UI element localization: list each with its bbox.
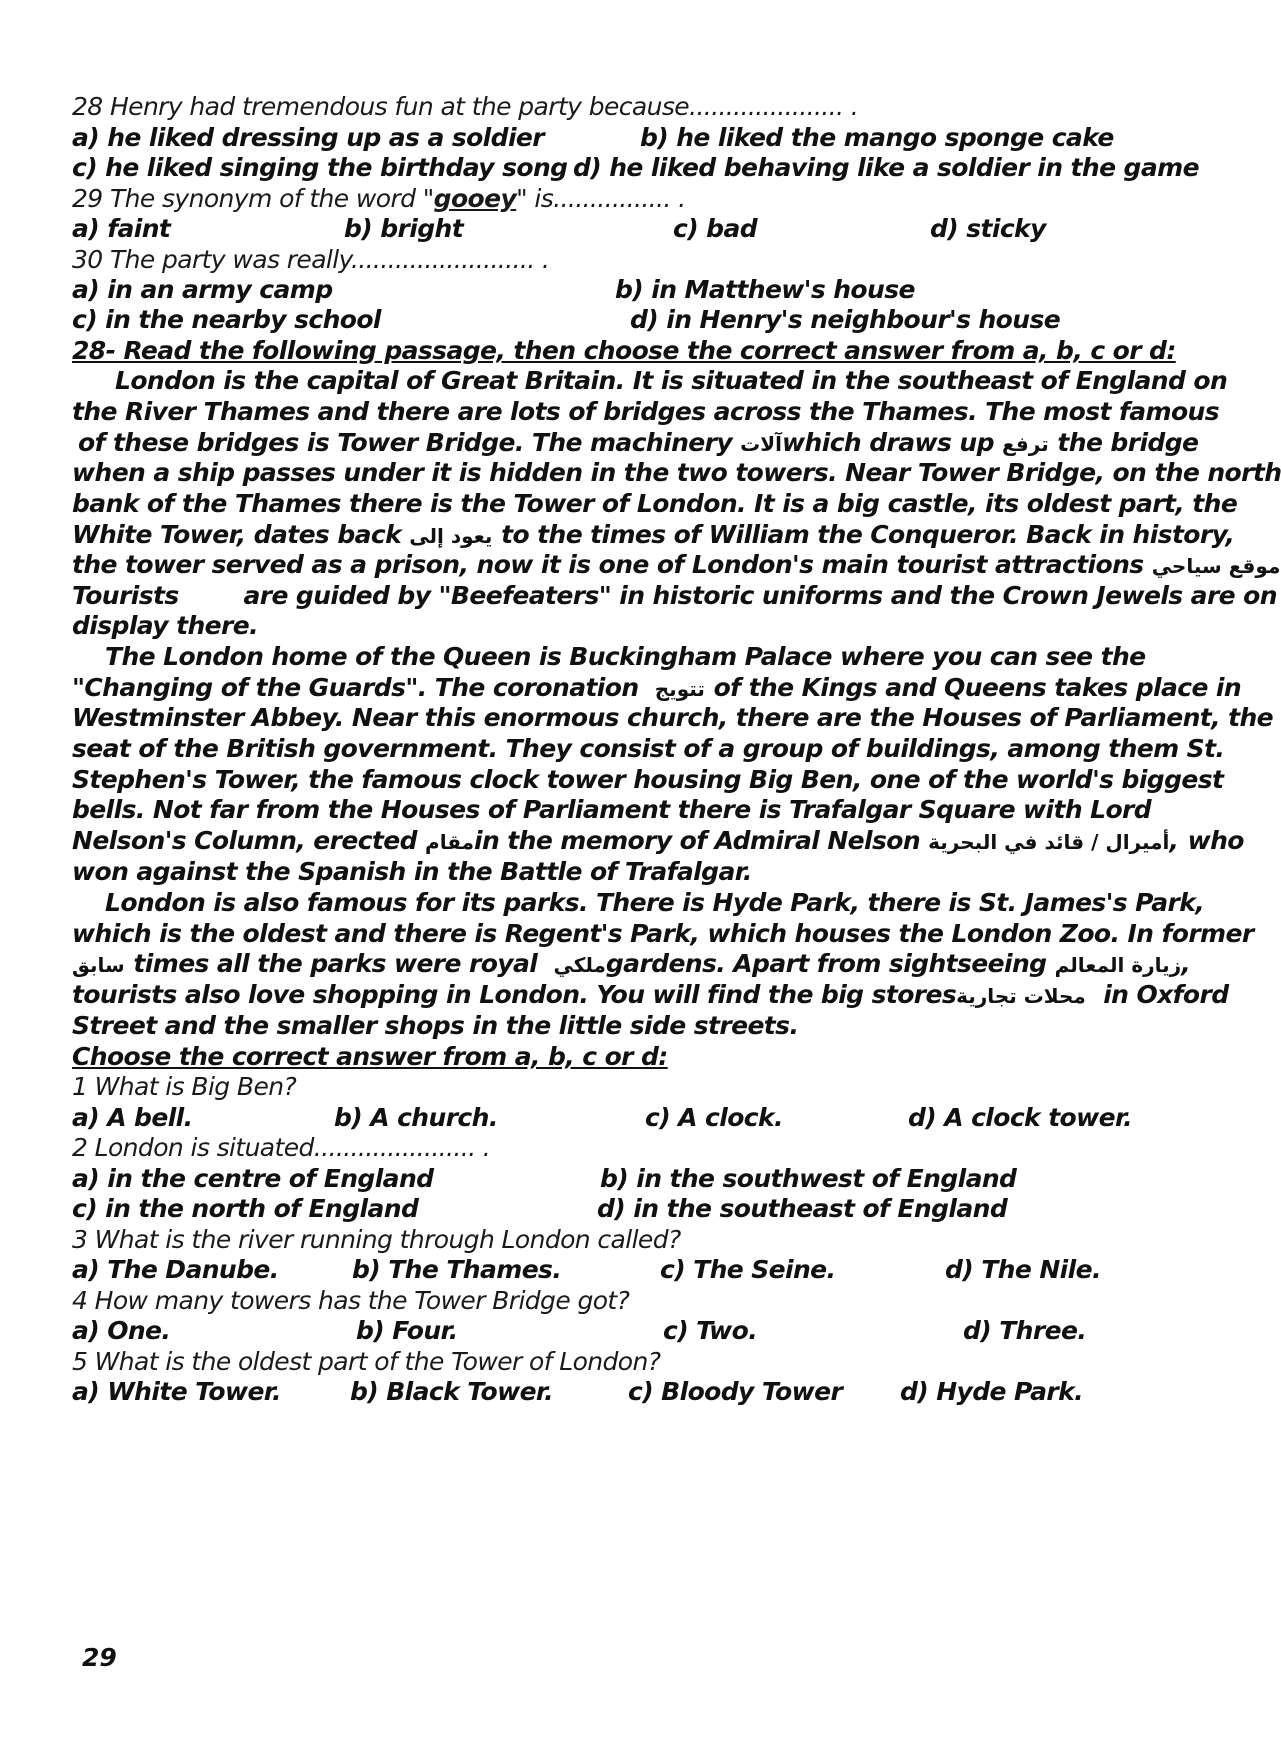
option-a[interactable]: a) The Danube. — [72, 1255, 279, 1284]
passage-line: London is the capital of Great Britain. It is situated in the southeast of England on — [115, 366, 1228, 395]
option-a[interactable]: a) White Tower. — [72, 1377, 281, 1406]
passage-line: Tourists are guided by "Beefeaters" in historic uniforms and the Crown Jewels are on — [72, 581, 1277, 610]
text: tourists also love shopping in London. You will find the big stores — [72, 980, 957, 1009]
question-suffix: " is................ . — [516, 184, 686, 213]
option-b[interactable]: b) in Matthew's house — [615, 275, 915, 304]
text: of the Kings and Queens takes place in — [704, 673, 1242, 702]
option-b[interactable]: b) Black Tower. — [350, 1377, 553, 1406]
text: of these bridges is Tower Bridge. The machinery — [78, 428, 741, 457]
option-c[interactable]: c) Two. — [663, 1316, 758, 1345]
passage-line: Westminster Abbey. Near this enormous church, there are the Houses of Parliament, the — [72, 703, 1274, 732]
section-heading: 28- Read the following passage, then choose the correct answer from a, b, c or d: — [72, 336, 1176, 365]
text: times all the parks were royal — [124, 949, 554, 978]
passage-line: Street and the smaller shops in the little side streets. — [72, 1011, 799, 1040]
question-prefix: 29 The synonym of the word " — [72, 184, 434, 213]
option-d[interactable]: d) Three. — [963, 1316, 1087, 1345]
questions-heading: Choose the correct answer from a, b, c or d: — [72, 1042, 668, 1071]
question-text: 5 What is the oldest part of the Tower of London? — [72, 1347, 661, 1376]
passage-line — [72, 978, 1229, 1013]
text: , who — [1169, 826, 1244, 855]
option-c[interactable]: c) Bloody Tower — [628, 1377, 843, 1406]
passage-line — [72, 947, 1191, 982]
option-d[interactable]: d) The Nile. — [945, 1255, 1101, 1284]
passage-line: which is the oldest and there is Regent's Park, which houses the London Zoo. In former — [72, 919, 1254, 948]
text: the tower served as a prison, now it is one of London's main tourist attractions — [72, 550, 1152, 579]
passage-line: when a ship passes under it is hidden in the two towers. Near Tower Bridge, on the north — [72, 458, 1281, 487]
question-text: 4 How many towers has the Tower Bridge got? — [72, 1286, 630, 1315]
text: "Changing of the Guards". The coronation — [72, 673, 655, 702]
option-b[interactable]: b) bright — [344, 214, 464, 243]
arabic-gloss: يعود إلى — [409, 524, 493, 548]
arabic-gloss: مقام — [425, 830, 474, 854]
option-c[interactable]: c) in the nearby school — [72, 305, 381, 334]
question-text: 1 What is Big Ben? — [72, 1072, 297, 1101]
option-a[interactable]: a) faint — [72, 214, 171, 243]
passage-line: The London home of the Queen is Buckingham Palace where you can see the — [105, 642, 1146, 671]
text: Nelson's Column, erected — [72, 826, 426, 855]
arabic-gloss: تتويج — [654, 677, 705, 701]
option-a[interactable]: a) in the centre of England — [72, 1164, 434, 1193]
option-b[interactable]: b) in the southwest of England — [600, 1164, 1017, 1193]
text: which draws up — [782, 428, 1002, 457]
option-a[interactable]: a) he liked dressing up as a soldier — [72, 123, 544, 152]
question-text: 30 The party was really......................... . — [72, 245, 550, 274]
arabic-gloss: محلات تجارية — [956, 984, 1086, 1008]
text: White Tower, dates back — [72, 520, 410, 549]
text: in the memory of Admiral Nelson — [474, 826, 929, 855]
option-b[interactable]: b) he liked the mango sponge cake — [640, 123, 1114, 152]
passage-line — [72, 824, 1244, 859]
option-a[interactable]: a) A bell. — [72, 1103, 193, 1132]
option-c[interactable]: c) bad — [673, 214, 758, 243]
text: , — [1181, 949, 1191, 978]
text: in Oxford — [1085, 980, 1229, 1009]
passage-line: seat of the British government. They consist of a group of buildings, among them St. — [72, 734, 1225, 763]
option-c[interactable]: c) The Seine. — [660, 1255, 836, 1284]
option-b[interactable]: b) A church. — [334, 1103, 498, 1132]
option-d[interactable]: d) in Henry's neighbour's house — [630, 305, 1061, 334]
question-text: 3 What is the river running through London called? — [72, 1225, 681, 1254]
option-d[interactable]: d) A clock tower. — [908, 1103, 1133, 1132]
passage-line: display there. — [72, 611, 258, 640]
arabic-gloss: ترفع — [1002, 432, 1049, 456]
question-text — [72, 182, 685, 216]
option-d[interactable]: d) in the southeast of England — [597, 1194, 1008, 1223]
question-text: 28 Henry had tremendous fun at the party because..................... . — [72, 92, 859, 121]
option-a[interactable]: a) in an army camp — [72, 275, 333, 304]
option-b[interactable]: b) The Thames. — [352, 1255, 562, 1284]
target-word: gooey — [433, 184, 517, 213]
option-c[interactable]: c) A clock. — [645, 1103, 783, 1132]
arabic-gloss: سابق — [72, 953, 125, 977]
passage-line: the River Thames and there are lots of bridges across the Thames. The most famous — [72, 397, 1219, 426]
passage-line: won against the Spanish in the Battle of Trafalgar. — [72, 857, 752, 886]
passage-line: Stephen's Tower, the famous clock tower housing Big Ben, one of the world's biggest — [72, 765, 1224, 794]
option-b[interactable]: b) Four. — [356, 1316, 458, 1345]
passage-line — [72, 548, 1280, 583]
text: to the times of William the Conqueror. Back in history, — [492, 520, 1235, 549]
passage-line: bells. Not far from the Houses of Parliament there is Trafalgar Square with Lord — [72, 795, 1152, 824]
option-c[interactable]: c) he liked singing the birthday song — [72, 153, 568, 182]
passage-line: bank of the Thames there is the Tower of London. It is a big castle, its oldest part, the — [72, 489, 1238, 518]
text: the bridge — [1048, 428, 1199, 457]
option-a[interactable]: a) One. — [72, 1316, 171, 1345]
arabic-gloss: زيارة المعالم — [1054, 953, 1182, 977]
option-d[interactable]: d) Hyde Park. — [900, 1377, 1084, 1406]
question-text: 2 London is situated...................... . — [72, 1133, 491, 1162]
arabic-gloss: ملكي — [553, 953, 606, 977]
arabic-gloss: موقع سياحي — [1151, 554, 1281, 578]
arabic-gloss: أميرال / قائد في البحرية — [928, 830, 1170, 854]
option-c[interactable]: c) in the north of England — [72, 1194, 419, 1223]
option-d[interactable]: d) he liked behaving like a soldier in the game — [573, 153, 1199, 182]
text: gardens. Apart from sightseeing — [605, 949, 1055, 978]
page-number: 29 — [82, 1643, 117, 1672]
arabic-gloss: آلات — [740, 432, 783, 456]
option-d[interactable]: d) sticky — [930, 214, 1046, 243]
passage-line: London is also famous for its parks. There is Hyde Park, there is St. James's Park, — [105, 888, 1205, 917]
